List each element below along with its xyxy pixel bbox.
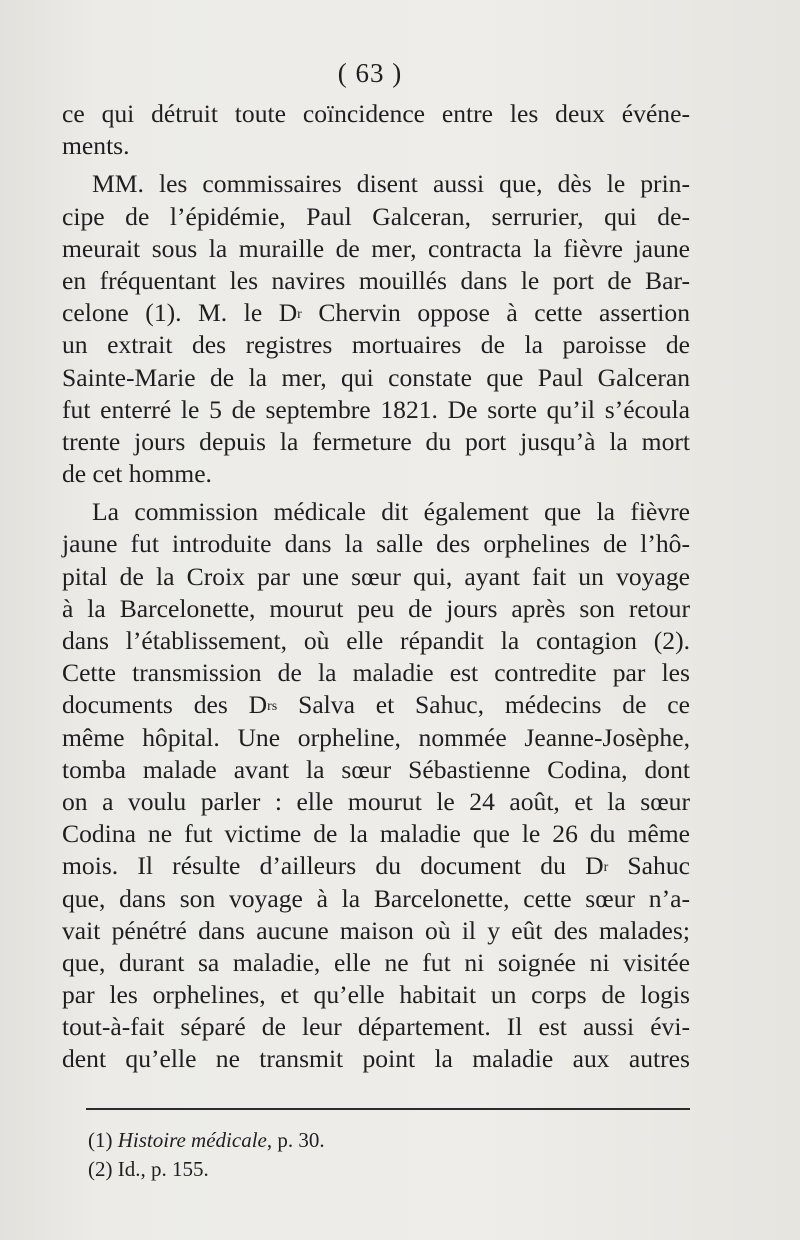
superscript: rs <box>267 699 278 715</box>
footnote-marker: (2) <box>88 1157 113 1181</box>
text-segment: Salva et Sahuc, médecins de ce <box>277 690 690 720</box>
text-line: Sainte-Marie de la mer, qui constate que Paul Galceran <box>62 362 690 392</box>
text-line: Cette transmission de la maladie est contredite par les <box>62 658 690 688</box>
text-line: Codina ne fut victime de la maladie que le 26 du même <box>62 819 690 849</box>
text-line: La commission médicale dit également que la fièvre <box>92 497 690 527</box>
text-line: fut enterré le 5 de septembre 1821. De sorte qu’il s’écoula <box>62 394 690 424</box>
text-line: pital de la Croix par une sœur qui, ayant fait un voyage <box>62 561 690 591</box>
text-segment: mois. Il résulte d’ailleurs du document du D <box>62 851 604 881</box>
footnote-text: Id., p. 155. <box>117 1157 209 1181</box>
paragraph-1 <box>62 98 690 162</box>
text-segment: celone (1). M. le D <box>62 298 298 328</box>
text-line: que, durant sa maladie, elle ne fut ni soignée ni visitée <box>62 947 690 977</box>
footnote-2 <box>88 1155 325 1184</box>
text-line: dent qu’elle ne transmit point la maladie aux autres <box>62 1044 690 1074</box>
text-line: vait pénétré dans aucune maison où il y eût des malades; <box>62 915 690 945</box>
text-line: un extrait des registres mortuaires de la paroisse de <box>62 330 690 360</box>
text-segment: documents des D <box>62 690 268 720</box>
text-line: jaune fut introduite dans la salle des orphelines de l’hô- <box>62 529 690 559</box>
text-line: même hôpital. Une orpheline, nommée Jeanne-Josèphe, <box>62 722 690 752</box>
text-line: ments. <box>62 131 130 161</box>
text-line: que, dans son voyage à la Barcelonette, cette sœur n’a- <box>62 883 690 913</box>
text-segment: Chervin oppose à cette assertion <box>301 298 690 328</box>
text-line <box>62 689 690 721</box>
footnote-title: Histoire médicale <box>117 1128 267 1152</box>
footnotes <box>88 1126 325 1184</box>
text-line: trente jours depuis la fermeture du port jusqu’à la mort <box>62 426 690 456</box>
page-number: ( 63 ) <box>337 58 403 88</box>
text-line: par les orphelines, et qu’elle habitait un corps de logis <box>62 980 690 1010</box>
text-line: dans l’établissement, où elle répandit la contagion (2). <box>62 626 690 655</box>
paragraph-3 <box>62 496 690 1075</box>
text-line: de cet homme. <box>62 459 212 489</box>
text-line: MM. les commissaires disent aussi que, dès le prin- <box>92 169 690 199</box>
text-line: en fréquentant les navires mouillés dans le port de Bar- <box>62 265 690 295</box>
superscript: r <box>603 860 609 876</box>
text-line: tomba malade avant la sœur Sébastienne Codina, dont <box>62 754 690 784</box>
text-line: à la Barcelonette, mourut peu de jours après son retour <box>62 593 690 623</box>
footnote-text: , p. 30. <box>266 1128 325 1152</box>
paragraph-2 <box>62 168 690 490</box>
text-segment: Sahuc <box>608 851 690 881</box>
body-text <box>62 98 690 1076</box>
text-line: cipe de l’épidémie, Paul Galceran, serrurier, qui de- <box>62 201 690 231</box>
footnote-1 <box>88 1126 325 1155</box>
text-line <box>62 850 690 882</box>
text-line: ce qui détruit toute coïncidence entre les deux événe- <box>62 99 690 128</box>
text-line: on a voulu parler : elle mourut le 24 août, et la sœur <box>62 786 690 816</box>
text-line <box>62 297 690 329</box>
text-line: meurait sous la muraille de mer, contracta la fièvre jaune <box>62 233 690 263</box>
footnote-divider <box>86 1108 690 1110</box>
superscript: r <box>297 307 302 323</box>
text-line: tout-à-fait séparé de leur département. Il est aussi évi- <box>62 1012 690 1042</box>
footnote-marker: (1) <box>88 1128 113 1152</box>
